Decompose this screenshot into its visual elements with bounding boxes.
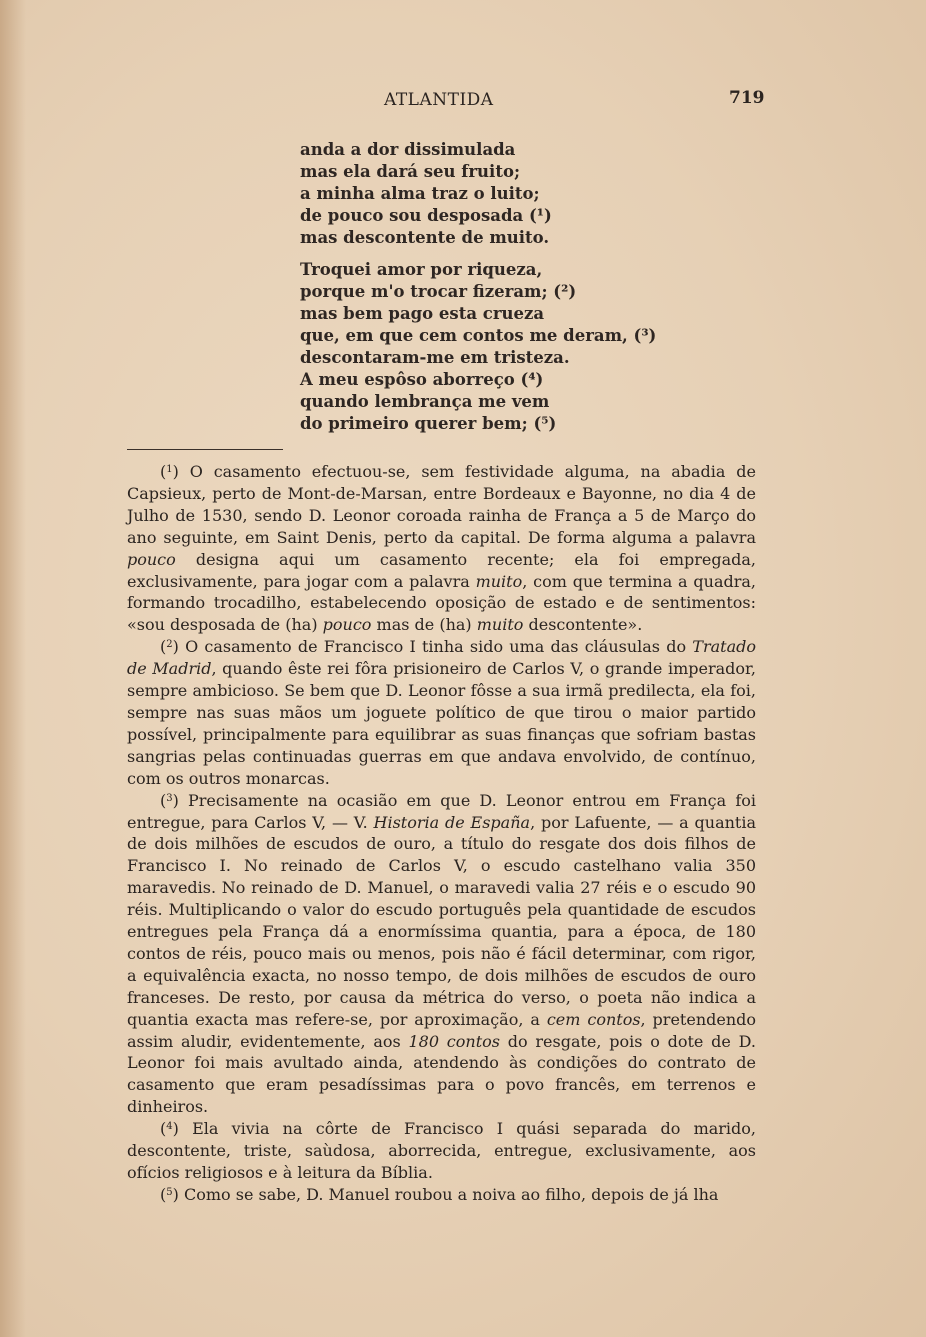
footnote: ($^3$) Precisamente na ocasião em que D. Leonor entrou em França foi entregue, para Carlos V, — V. Historia de España, por Lafuente, — a quantia de dois milhões de escudos de ouro, a título do resgate dos dois filhos de Francisco I. No reinado de Carlos V, o escudo castelhano valia 350 maravedis. No reinado de D. Manuel, o maravedi valia 27 réis e o escudo 90 réis. Multiplicando o valor do escudo português pela quantidade de escudos entregues pela França dá a enormíssima quantia, para a época, de 180 contos de réis, pouco mais ou menos, pois não é fácil determinar, com rigor, a equivalência exacta, no nosso tempo, de dois milhões de escudos de ouro franceses. De resto, por causa da métrica do verso, o poeta não indica a quantia exacta mas refere-se, por aproximação, a cem contos, pretendendo assim aludir, evidentemente, aos 180 contos do resgate, pois o dote de D. Leonor foi mais avultado ainda, atendendo às condições do contrato de casamento que eram pesadíssimas para o povo francês, em terrenos e dinheiros. xyxy=(127,790,757,1117)
poem-verse: mas descontente de muito. xyxy=(300,228,550,247)
footnote-text: , por Lafuente, — a quantia de dois milhões de escudos de ouro, a título do resgate dos dois filhos de Francisco I. No reinado de Carlos V, o escudo castelhano valia 350 maravedis. No reinado de D. Manuel, o maravedi valia 27 réis e o escudo 90 réis. Multiplicando o valor do escudo português pela quantidade de escudos entregues pela França dá a enormíssima quantia, para a época, de 180 contos de réis, pouco mais ou menos, pois não é fácil determinar, com rigor, a equivalência exacta, no nosso tempo, de dois milhões de escudos de ouro franceses. De resto, por causa da métrica do verso, o poeta não indica a quantia exacta mas refere-se, por aproximação, a xyxy=(127,812,757,1029)
running-head xyxy=(0,88,926,114)
footnote-marker: 1 xyxy=(166,464,173,475)
running-title: ATLANTIDA xyxy=(384,90,494,110)
poem-stanza xyxy=(300,139,720,249)
poem-stanza xyxy=(300,259,720,435)
poem-verse: mas ela dará seu fruito; xyxy=(300,162,521,181)
footnote-marker: 4 xyxy=(166,1121,173,1133)
footnote-marker: 2 xyxy=(166,639,173,651)
poem xyxy=(300,139,720,435)
footnote-italic-text: cem contos xyxy=(546,1009,641,1029)
footnote-text: , com que termina a quadra, formando trocadilho, estabelecendo oposição de estado e de sentimentos: «sou desposada de (ha) xyxy=(127,571,757,635)
footnote-marker: 3 xyxy=(166,792,173,804)
page-number: 719 xyxy=(729,88,765,108)
footnote-text: Ela vivia na côrte de Francisco I quási separada do marido, descontente, triste, saùdosa, aborrecida, entregue, exclusivamente, aos ofícios religiosos e à leitura da Bíblia. xyxy=(127,1119,756,1182)
footnote-text: do resgate, pois o dote de D. Leonor foi mais avultado ainda, atendendo às condições do contrato de casamento que eram pesadíssimas para o povo francês, em terrenos e dinheiros. xyxy=(127,1031,756,1117)
poem-verse: anda a dor dissimulada xyxy=(300,140,516,159)
poem-verse: descontaram-me em tristeza. xyxy=(300,348,570,367)
footnote-text: O casamento efectuou-se, sem festividade alguma, na abadia de Capsieux, perto de Mont-de-Marsan, entre Bordeaux e Bayonne, no dia 4 de Julho de 1530, sendo D. Leonor coroada rainha de França a 5 de Março do ano seguinte, em Saint Denis, perto da capital. De forma alguma a palavra xyxy=(127,462,756,547)
footnote: ($^4$) Ela vivia na côrte de Francisco I quási separada do marido, descontente, triste, saùdosa, aborrecida, entregue, exclusivamente, aos ofícios religiosos e à leitura da Bíblia. xyxy=(127,1119,756,1182)
footnote-text: , pretendendo assim aludir, evidentemente, aos xyxy=(127,1009,757,1051)
footnote: ($^5$) Como se sabe, D. Manuel roubou a noiva ao filho, depois de já lha xyxy=(160,1184,719,1204)
poem-verse: A meu espôso aborreço (⁴) xyxy=(300,370,544,389)
footnote: ($^1$) O casamento efectuou-se, sem festividade alguma, na abadia de Capsieux, perto de Mont-de-Marsan, entre Bordeaux e Bayonne, no dia 4 de Julho de 1530, sendo D. Leonor coroada rainha de França a 5 de Março do ano seguinte, em Saint Denis, perto da capital. De forma alguma a palavra pouco designa aqui um casamento recente; ela foi empregada, exclusivamente, para jogar com a palavra muito, com que termina a quadra, formando trocadilho, estabelecendo oposição de estado e de sentimentos: «sou desposada de (ha) pouco mas de (ha) muito descontente». xyxy=(127,462,757,635)
poem-verse: porque m'o trocar fizeram; (²) xyxy=(300,282,577,301)
footnote-italic-text: pouco xyxy=(127,549,176,569)
poem-verse: que, em que cem contos me deram, (³) xyxy=(300,326,657,345)
footnote-text: Precisamente na ocasião em que D. Leonor entrou em França foi entregue, para Carlos V, — V. xyxy=(127,790,756,832)
footnote-italic-text: Tratado de Madrid xyxy=(127,637,756,679)
footnote-text: descontente». xyxy=(523,615,643,635)
footnotes xyxy=(127,461,756,1206)
footnote-italic-text: Historia de España xyxy=(373,812,531,832)
footnote: ($^2$) O casamento de Francisco I tinha sido uma das cláusulas do Tratado de Madrid, quando êste rei fôra prisioneiro de Carlos V, o grande imperador, sempre ambicioso. Se bem que D. Leonor fôsse a sua irmã predilecta, ela foi, sempre nas suas mãos um joguete político de que tirou o maior partido possível, principalmente para equilibrar as suas finanças que sofriam bastas sangrias pelas continuadas guerras em que andava envolvido, de contínuo, com os outros monarcas. xyxy=(127,637,756,788)
footnote-text: designa aqui um casamento recente; ela foi empregada, exclusivamente, para jogar com a palavra xyxy=(127,549,756,591)
footnote-text: mas de (ha) xyxy=(371,615,477,635)
footnote-italic-text: muito xyxy=(475,571,523,591)
poem-verse: de pouco sou desposada (¹) xyxy=(300,206,552,225)
poem-verse: Troquei amor por riqueza, xyxy=(300,260,543,279)
footnote-italic-text: 180 contos xyxy=(408,1031,500,1051)
footnote-text: O casamento de Francisco I tinha sido uma das cláusulas do xyxy=(178,637,693,657)
footnote-rule xyxy=(127,449,283,450)
poem-verse: quando lembrança me vem xyxy=(300,392,550,411)
footnote-text: , quando êste rei fôra prisioneiro de Carlos V, o grande imperador, sempre ambicioso. Se bem que D. Leonor fôsse a sua irmã predilecta, ela foi, sempre nas suas mãos um joguete político de que tirou o maior partido possível, principalmente para equilibrar as suas finanças que sofriam bastas sangrias pelas continuadas guerras em que andava envolvido, de contínuo, com os outros monarcas. xyxy=(127,659,756,788)
page-edge-shadow xyxy=(0,0,26,1337)
footnote-italic-text: muito xyxy=(476,615,524,635)
footnote-italic-text: pouco xyxy=(322,615,372,635)
footnote-marker: 5 xyxy=(166,1186,173,1198)
poem-verse: a minha alma traz o luito; xyxy=(300,184,540,203)
poem-verse: do primeiro querer bem; (⁵) xyxy=(300,414,557,433)
poem-verse: mas bem pago esta crueza xyxy=(300,304,545,323)
footnote-text: Como se sabe, D. Manuel roubou a noiva ao filho, depois de já lha xyxy=(178,1184,719,1204)
